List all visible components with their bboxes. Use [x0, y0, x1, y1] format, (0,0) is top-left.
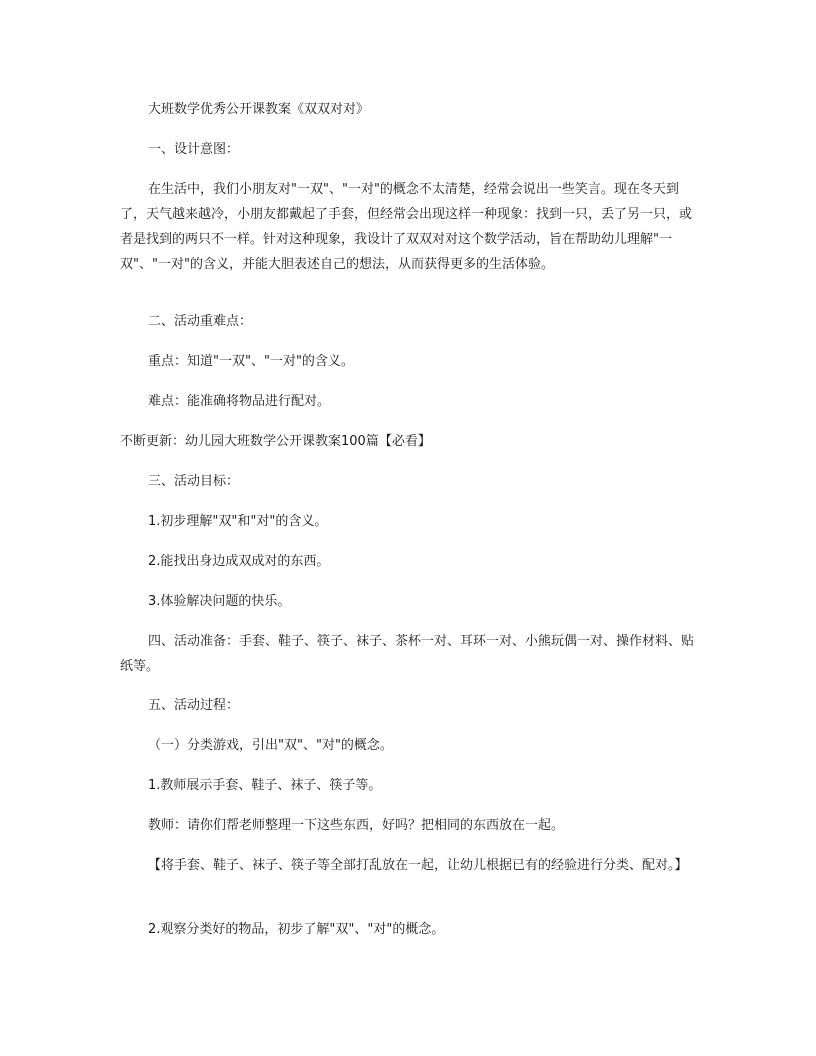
teacher-line: 教师：请你们帮老师整理一下这些东西，好吗？把相同的东西放在一起。 [148, 818, 565, 833]
process-step-1: 1.教师展示手套、鞋子、袜子、筷子等。 [148, 778, 382, 793]
key-point-text: 重点：知道"一双"、"一对"的含义。 [148, 354, 354, 369]
section-heading-process: 五、活动过程： [148, 698, 240, 713]
update-note-link[interactable]: 不断更新：幼儿园大班数学公开课教案100篇【必看】 [120, 434, 431, 449]
objective-item-2: 2.能找出身边成双成对的东西。 [148, 554, 330, 569]
objective-item-3: 3.体验解决问题的快乐。 [148, 594, 291, 609]
section-heading-key-points: 二、活动重难点： [148, 314, 253, 329]
activity-note: 【将手套、鞋子、袜子、筷子等全部打乱放在一起，让幼儿根据已有的经验进行分类、配对。】 [148, 858, 688, 873]
design-intent-paragraph: 在生活中，我们小朋友对"一双"、"一对"的概念不太清楚，经常会说出一些笑言。现在冬天到了，天气越来越冷，小朋友都戴起了手套，但经常会出现这样一种现象：找到一只，丢了另一只，或者是找到的两只不一样。针对这种现象，我设计了双双对对这个数学活动，旨在帮助幼儿理解"一双"、"一对"的含义，并能大胆表述自己的想法，从而获得更多的生活体验。 [120, 182, 693, 272]
section-heading-objectives: 三、活动目标： [148, 474, 240, 489]
document-title: 大班数学优秀公开课教案《双双对对》 [148, 102, 370, 117]
preparation-paragraph: 四、活动准备：手套、鞋子、筷子、袜子、茶杯一对、耳环一对、小熊玩偶一对、操作材料、贴纸等。 [120, 634, 695, 674]
process-step-2: 2.观察分类好的物品，初步了解"双"、"对"的概念。 [148, 922, 445, 937]
process-subheading-1: （一）分类游戏，引出"双"、"对"的概念。 [148, 738, 393, 753]
section-heading-design-intent: 一、设计意图： [148, 142, 240, 157]
objective-item-1: 1.初步理解"双"和"对"的含义。 [148, 514, 328, 529]
difficulty-text: 难点：能准确将物品进行配对。 [148, 394, 331, 409]
